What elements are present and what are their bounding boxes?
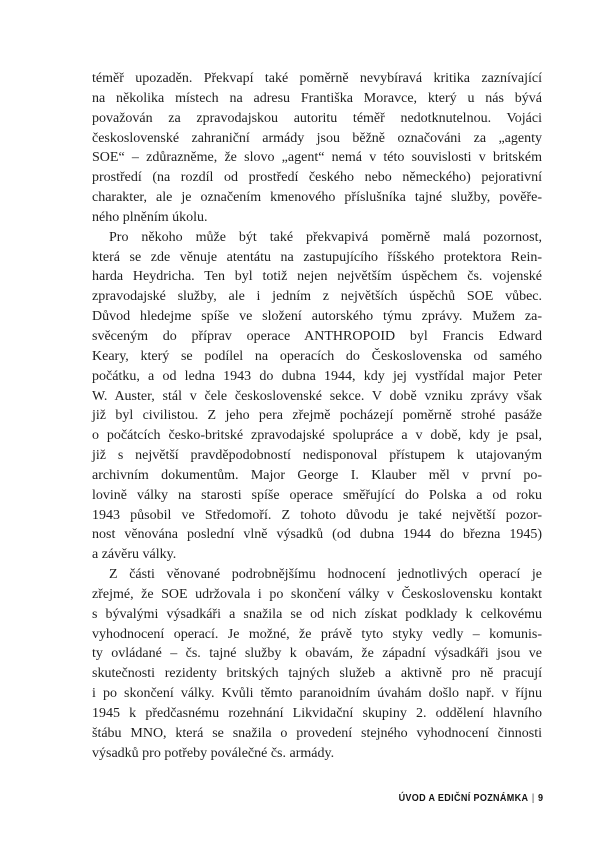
- text-line: ty ovládané – čs. tajné služby k obavám, že západní výsadkáři jsou ve: [92, 646, 542, 662]
- text-line: prostředí (na rozdíl od prostředí českého nebo německého) pejorativní: [92, 170, 542, 186]
- text-line: Keary, který se podílel na operacích do Československa od samého: [92, 348, 542, 364]
- text-line: československé zahraniční armády jsou běžně označováni za „agenty: [92, 130, 542, 146]
- text-line: Z části věnované podrobnějšímu hodnocení jednotlivých operací je: [109, 567, 542, 583]
- text-line: na několika místech na adresu Františka Moravce, který u nás bývá: [92, 90, 542, 106]
- footer-separator: |: [531, 792, 535, 804]
- text-line: svěceným do příprav operace ANTHROPOID byl Francis Edward: [92, 328, 542, 344]
- text-line: 1945 k předčasnému rozehnání Likvidační skupiny 2. oddělení hlavního: [92, 706, 542, 721]
- body-text: [92, 69, 542, 764]
- text-line: lovině války na starosti spíše operace směřující do Polska a od roku: [92, 487, 542, 503]
- text-line: která se zde věnuje atentátu na zastupujícího říšského protektora Rein-: [92, 249, 542, 265]
- text-line: již byl civilistou. Z jeho pera zřejmě pocházejí poměrně strohé pasáže: [92, 408, 542, 424]
- text-line: téměř upozaděn. Překvapí také poměrně nevybíravá kritika zaznívající: [92, 71, 542, 86]
- text-line: již s největší pravděpodobností nedisponoval přístupem k utajovaným: [92, 448, 542, 464]
- text-line: SOE“ – zdůrazněme, že slovo „agent“ nemá v této souvislosti v britském: [92, 150, 542, 166]
- text-line: štábu MNO, která se snažila o provedení stejného vyhodnocení činnosti: [92, 725, 542, 741]
- text-line: považován za zpravodajskou autoritu téměř nedotknutelnou. Vojáci: [92, 110, 542, 126]
- text-line: i po skončení války. Kvůli těmto paranoidním úvahám došlo např. v říjnu: [92, 686, 542, 702]
- footer-section-title: ÚVOD A EDIČNÍ POZNÁMKA: [398, 792, 529, 804]
- text-line: harda Heydricha. Ten byl totiž nejen největším úspěchem čs. vojenské: [92, 269, 542, 285]
- text-line: charakter, ale je označením kmenového příslušníka tajné služby, pověře-: [92, 190, 542, 206]
- text-line: výsadků pro potřeby poválečné čs. armády.: [92, 745, 335, 761]
- text-line: 1943 působil ve Středomoří. Z tohoto důvodu je také největší pozor-: [92, 507, 542, 523]
- text-line: Pro někoho může být také překvapivá poměrně malá pozornost,: [109, 229, 542, 245]
- text-line: archivním dokumentům. Major George I. Klauber měl v první po-: [92, 467, 542, 483]
- text-line: skutečnosti rezidenty britských tajných služeb a aktivně pro ně pracují: [92, 666, 542, 682]
- text-line: zpravodajské služby, ale i jedním z největších úspěchů SOE vůbec.: [92, 289, 542, 305]
- footer-page-number: 9: [537, 792, 543, 804]
- text-line: Důvod hledejme spíše ve složení autorského týmu zprávy. Mužem za-: [92, 309, 542, 325]
- text-line: nost věnována poslední vlně výsadků (od dubna 1944 do března 1945): [92, 527, 542, 543]
- text-line: o počátcích česko-britské zpravodajské spolupráce a v době, kdy je psal,: [92, 428, 542, 444]
- text-line: zřejmé, že SOE udržovala i po skončení války v Československu kontakt: [92, 586, 542, 602]
- text-line: ného plněním úkolu.: [92, 209, 208, 225]
- text-line: a závěru války.: [92, 547, 177, 563]
- text-line: W. Auster, stál v čele československé sekce. V době vzniku zprávy však: [92, 388, 542, 404]
- text-line: vyhodnocení operací. Je možné, že právě tyto styky vedly – komunis-: [92, 626, 542, 642]
- text-line: počátku, a od ledna 1943 do dubna 1944, kdy jej vystřídal major Peter: [92, 368, 542, 384]
- text-line: s bývalými výsadkáři a snažila se od nich získat podklady k celkovému: [92, 606, 542, 622]
- page-footer: [398, 792, 543, 804]
